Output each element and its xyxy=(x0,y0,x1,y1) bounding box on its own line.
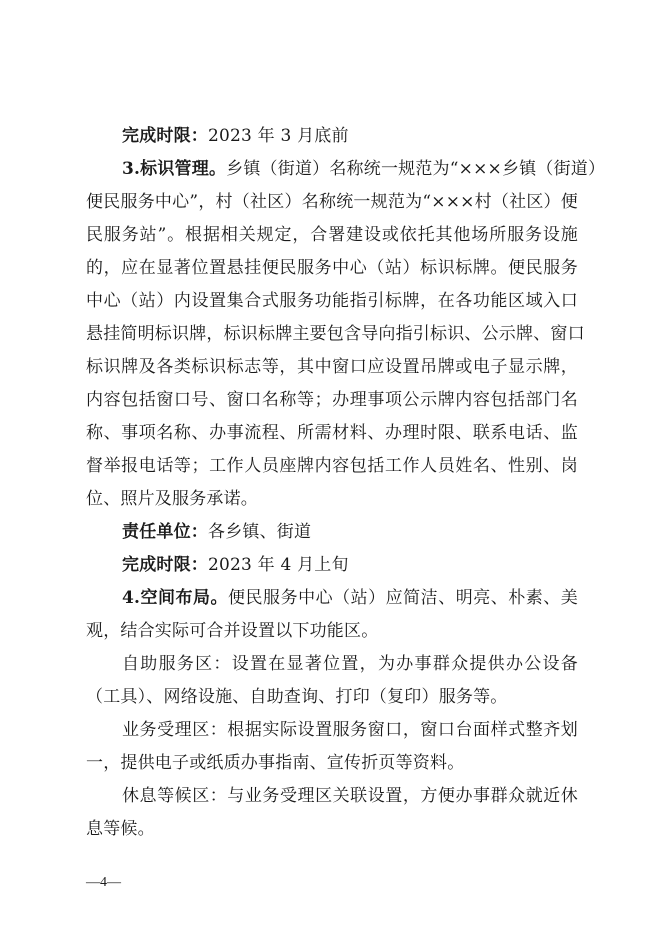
paragraph-line: 观，结合实际可合并设置以下功能区。 xyxy=(86,621,379,641)
paragraph-line: 内容包括窗口号、窗口名称等；办理事项公示牌内容包括部门名 xyxy=(86,390,578,410)
paragraph-line: （工具）、网络设施、自助查询、打印（复印）服务等。 xyxy=(86,687,508,707)
business-area-line: 业务受理区：根据实际设置服务窗口，窗口台面样式整齐划 xyxy=(122,720,578,740)
paragraph-line: 中心（站）内设置集合式服务功能指引标牌，在各功能区域入口 xyxy=(86,291,578,311)
waiting-area-line: 休息等候区：与业务受理区关联设置，方便办事群众就近休 xyxy=(122,786,578,806)
paragraph-line: 位、照片及服务承诺。 xyxy=(86,489,258,509)
paragraph-line: 一，提供电子或纸质办事指南、宣传折页等资料。 xyxy=(86,753,465,773)
section-3-heading-line: 3.标识管理。乡镇（街道）名称统一规范为“×××乡镇（街道） xyxy=(122,159,606,179)
paragraph-line: 便民服务中心”，村（社区）名称统一规范为“×××村（社区）便 xyxy=(86,192,578,212)
responsible-unit-line: 责任单位：各乡镇、街道 xyxy=(122,522,312,542)
completion-deadline-line-2: 完成时限：2023 年 4 月上旬 xyxy=(122,555,349,575)
self-service-area-line: 自助服务区：设置在显著位置，为办事群众提供办公设备 xyxy=(122,654,578,674)
section-4-heading-line: 4.空间布局。便民服务中心（站）应简洁、明亮、朴素、美 xyxy=(122,588,578,608)
paragraph-line: 悬挂简明标识牌，标识标牌主要包含导向指引标识、公示牌、窗口 xyxy=(86,324,585,344)
paragraph-line: 民服务站”。根据相关规定，合署建设或依托其他场所服务设施 xyxy=(86,225,578,245)
paragraph-line: 标识牌及各类标识标志等，其中窗口应设置吊牌或电子显示牌， xyxy=(86,357,578,377)
paragraph-line: 息等候。 xyxy=(86,819,155,839)
paragraph-line: 称、事项名称、办事流程、所需材料、办理时限、联系电话、监 xyxy=(86,423,578,443)
completion-deadline-line-1: 完成时限：2023 年 3 月底前 xyxy=(122,126,349,146)
paragraph-line: 督举报电话等；工作人员座牌内容包括工作人员姓名、性别、岗 xyxy=(86,456,578,476)
page-number: —4— xyxy=(86,875,121,890)
paragraph-line: 的，应在显著位置悬挂便民服务中心（站）标识标牌。便民服务 xyxy=(86,258,578,278)
